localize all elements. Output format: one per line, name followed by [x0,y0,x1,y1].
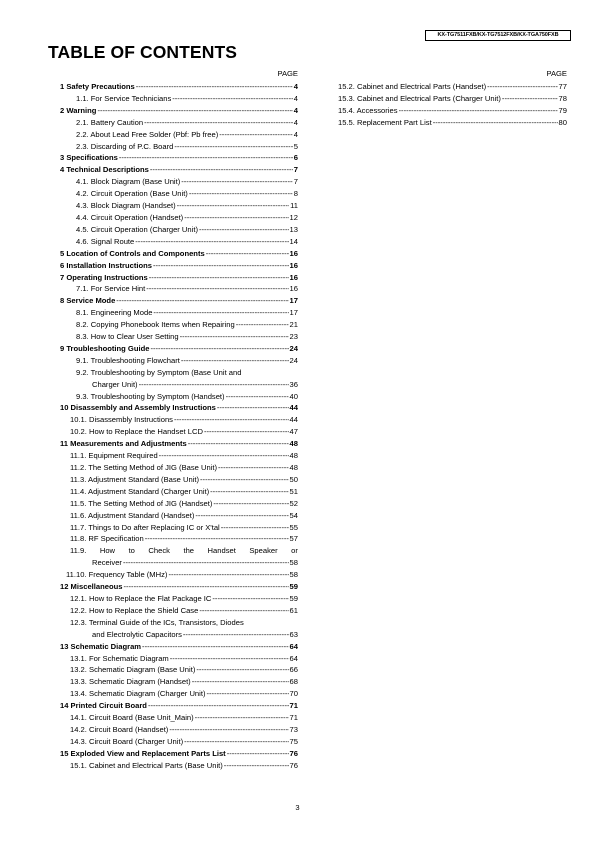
toc-entry-page: 70 [289,689,298,699]
toc-entry[interactable] [54,462,298,474]
toc-entry-page: 24 [289,343,298,353]
toc-entry-page: 57 [289,534,298,544]
toc-entry-title: 13.1. For Schematic Diagram [70,653,169,663]
toc-entry-title: 11.5. The Setting Method of JIG (Handset) [70,498,213,508]
toc-entry[interactable] [54,450,298,462]
toc-entry-word: the [183,546,195,556]
toc-entry-page: 51 [289,486,298,496]
toc-leader-dots [399,105,558,117]
toc-entry[interactable] [54,141,298,153]
toc-leader-dots [433,117,558,129]
page-number: 3 [295,803,300,812]
toc-entry[interactable] [54,283,298,295]
toc-entry[interactable] [54,569,298,581]
toc-entry-page: 16 [289,272,298,282]
toc-entry-title: 11.3. Adjustment Standard (Base Unit) [70,474,200,484]
toc-entry-page: 7 [293,177,298,187]
toc-entry-title: 4.1. Block Diagram (Base Unit) [76,177,181,187]
toc-entry-page: 23 [289,332,298,342]
toc-entry-title: 4 Technical Descriptions [60,165,149,175]
toc-entry-title: 14.3. Circuit Board (Charger Unit) [70,736,184,746]
toc-entry-title: 9 Troubleshooting Guide [60,343,150,353]
toc-entry-title: 8.3. How to Clear User Setting [76,332,179,342]
toc-section-entry[interactable] [54,164,298,176]
toc-entry-page: 52 [289,498,298,508]
toc-entry[interactable] [54,605,298,617]
toc-entry-page: 68 [289,677,298,687]
toc-entry-page: 8 [293,189,298,199]
toc-entry-title: 7.1. For Service Hint [76,284,146,294]
toc-entry[interactable] [54,736,298,748]
toc-leader-dots [213,498,288,510]
toc-entry-title: 2.3. Discarding of P.C. Board [76,141,174,151]
toc-leader-dots [181,176,293,188]
toc-leader-dots [136,81,293,93]
toc-leader-dots [168,569,288,581]
toc-entry[interactable] [54,319,298,331]
toc-entry-title: 4.2. Circuit Operation (Base Unit) [76,189,188,199]
toc-entry-title: 4.5. Circuit Operation (Charger Unit) [76,224,198,234]
toc-entry-title: and Electrolytic Capacitors [92,629,182,639]
toc-entry-word: Handset [207,546,236,556]
toc-entry-title: 11.4. Adjustment Standard (Charger Unit) [70,486,210,496]
toc-leader-dots [153,260,289,272]
toc-entry-title: 15.2. Cabinet and Electrical Parts (Handset) [338,82,487,91]
toc-entry-title: 11.7. Things to Do after Replacing IC or X'tal [70,522,220,532]
toc-leader-dots [199,605,288,617]
toc-leader-dots [142,641,289,653]
toc-entry[interactable] [334,81,567,93]
toc-section-entry[interactable] [54,343,298,355]
toc-leader-dots [123,581,288,593]
toc-entry-title: 12.1. How to Replace the Flat Package IC [70,593,212,603]
toc-entry[interactable] [54,391,298,403]
toc-leader-dots [224,760,289,772]
toc-entry-page: 16 [289,260,298,270]
toc-right-column [334,68,567,129]
toc-entry-page: 71 [289,701,298,711]
toc-entry-page: 77 [558,82,567,91]
toc-entry-title: 3 Specifications [60,153,118,163]
toc-entry-page: 7 [293,165,298,175]
toc-entry-page: 47 [289,427,298,437]
toc-entry[interactable] [54,593,298,605]
toc-leader-dots [172,93,293,105]
toc-entry-title: 2.2. About Lead Free Solder (Pbf: Pb free) [76,129,219,139]
toc-leader-dots [206,248,289,260]
toc-entry-title: 13.2. Schematic Diagram (Base Unit) [70,665,196,675]
toc-leader-dots [221,522,289,534]
toc-entry-title: 1.1. For Service Technicians [76,93,172,103]
toc-leader-dots [150,164,293,176]
toc-entry-title: 9.2. Troubleshooting by Symptom (Base Unit and [76,367,242,377]
toc-entry-title: 2.1. Battery Caution [76,117,144,127]
toc-entry-page: 4 [293,105,298,115]
toc-entry-title: 11.10. Frequency Table (MHz) [66,570,168,580]
toc-leader-dots [210,486,288,498]
toc-entry[interactable] [54,760,298,772]
toc-entry-page: 44 [289,415,298,425]
toc-entry-page: 4 [293,117,298,127]
toc-entry-page: 75 [289,736,298,746]
toc-entry[interactable] [54,212,298,224]
toc-leader-dots [145,533,289,545]
toc-entry[interactable] [54,426,298,438]
toc-entry-page: 66 [289,665,298,675]
toc-leader-dots [188,438,289,450]
toc-entry-page: 55 [289,522,298,532]
toc-leader-dots [153,307,288,319]
toc-entry-page: 4 [293,129,298,139]
toc-section-entry[interactable] [54,700,298,712]
page-title: TABLE OF CONTENTS [48,42,238,62]
toc-entry-title: Charger Unit) [92,379,138,389]
toc-leader-dots [123,557,289,569]
toc-entry-title: 1 Safety Precautions [60,82,135,91]
toc-leader-dots [195,712,289,724]
toc-leader-dots [135,236,288,248]
toc-entry[interactable] [54,236,298,248]
toc-entry-page: 76 [289,760,298,770]
toc-entry-title: 14.2. Circuit Board (Handset) [70,724,169,734]
toc-entry-word: or [291,546,298,556]
toc-entry[interactable] [54,307,298,319]
toc-entry-page: 5 [293,141,298,151]
toc-entry-page: 40 [289,391,298,401]
toc-leader-dots [116,295,288,307]
toc-leader-dots [177,200,290,212]
toc-entry-title: 11.6. Adjustment Standard (Handset) [70,510,195,520]
toc-leader-dots [169,724,288,736]
toc-leader-dots [150,343,288,355]
toc-entry-title: 8.2. Copying Phonebook Items when Repairing [76,320,235,330]
toc-entry-title: 15.3. Cabinet and Electrical Parts (Charger Unit) [338,93,501,103]
toc-leader-dots [204,426,289,438]
toc-entry-page: 58 [289,570,298,580]
toc-entry-page: 44 [289,403,298,413]
toc-entry[interactable] [54,200,298,212]
toc-entry-title: 4.4. Circuit Operation (Handset) [76,212,184,222]
toc-entry-page: 61 [289,605,298,615]
toc-entry-page: 58 [289,558,298,568]
toc-entry-title: 11 Measurements and Adjustments [60,439,187,449]
toc-entry-title: 9.3. Troubleshooting by Symptom (Handset) [76,391,225,401]
toc-entry[interactable] [54,688,298,700]
toc-leader-dots [192,676,289,688]
toc-entry-page: 13 [289,224,298,234]
toc-entry-title: 13 Schematic Diagram [60,641,142,651]
toc-leader-dots [148,700,289,712]
toc-entry[interactable] [334,93,567,105]
page-column-header: PAGE [277,69,298,78]
toc-entry-page: 64 [289,641,298,651]
toc-entry-title: 15 Exploded View and Replacement Parts List [60,748,226,758]
toc-entry-title: Receiver [92,558,122,568]
toc-section-entry[interactable] [54,641,298,653]
toc-entry[interactable] [54,176,298,188]
toc-entry-page: 54 [289,510,298,520]
toc-entry-page: 6 [293,153,298,163]
toc-entry-title: 15.4. Accessories [338,105,398,115]
toc-leader-dots [196,664,288,676]
toc-section-entry[interactable] [54,402,298,414]
toc-leader-dots [206,688,288,700]
toc-entry-page: 48 [289,439,298,449]
toc-entry[interactable] [54,93,298,105]
toc-entry-title: 14 Printed Circuit Board [60,701,147,711]
toc-entry-title: 9.1. Troubleshooting Flowchart [76,355,180,365]
toc-entry-word: to [128,546,135,556]
toc-entry-page: 71 [289,713,298,723]
toc-leader-dots [219,129,293,141]
toc-section-entry[interactable] [54,272,298,284]
toc-entry-page: 59 [289,593,298,603]
toc-entry-page: 17 [289,308,298,318]
toc-entry[interactable] [54,617,298,629]
toc-entry-page: 59 [289,582,298,592]
toc-leader-dots [487,81,557,93]
toc-entry-page: 24 [289,355,298,365]
toc-entry-title: 8 Service Mode [60,296,116,306]
toc-entry[interactable] [54,664,298,676]
toc-entry[interactable] [54,355,298,367]
toc-leader-dots [217,402,289,414]
toc-leader-dots [502,93,558,105]
toc-entry-page: 17 [289,296,298,306]
toc-section-entry[interactable] [54,581,298,593]
toc-entry-title: 10.1. Disassembly Instructions [70,415,173,425]
toc-entry-page: 14 [289,236,298,246]
toc-entry[interactable] [54,712,298,724]
toc-entry-page: 64 [289,653,298,663]
toc-entry[interactable] [334,105,567,117]
toc-leader-dots [170,653,289,665]
toc-leader-dots [212,593,288,605]
toc-leader-dots [189,188,293,200]
toc-leader-dots [226,391,289,403]
toc-leader-dots [139,379,289,391]
toc-entry[interactable] [54,224,298,236]
toc-entry-word: Check [148,546,170,556]
toc-section-entry[interactable] [54,748,298,760]
toc-section-entry[interactable] [54,152,298,164]
toc-entry-title: 11.1. Equipment Required [70,451,158,461]
toc-entry-continuation[interactable] [54,379,298,391]
toc-entry-page: 50 [289,474,298,484]
toc-leader-dots [146,283,288,295]
toc-entry-page: 4 [293,82,298,91]
toc-entry-title: 7 Operating Instructions [60,272,148,282]
toc-leader-dots [183,629,289,641]
toc-entry-title: 15.5. Replacement Part List [338,117,432,127]
toc-section-entry[interactable] [54,260,298,272]
toc-leader-dots [119,152,293,164]
toc-entry-title: 4.6. Signal Route [76,236,135,246]
toc-leader-dots [174,141,292,153]
toc-leader-dots [218,462,289,474]
toc-entry-page: 16 [289,248,298,258]
toc-entry[interactable] [54,522,298,534]
toc-leader-dots [195,510,288,522]
toc-entry-title: 13.4. Schematic Diagram (Charger Unit) [70,689,206,699]
toc-entry[interactable] [54,533,298,545]
toc-entry-title: 4.3. Block Diagram (Handset) [76,201,176,211]
toc-leader-dots [199,224,289,236]
toc-section-entry[interactable] [54,248,298,260]
toc-entry-title: 6 Installation Instructions [60,260,152,270]
toc-entry[interactable] [54,129,298,141]
toc-entry-word: Speaker [249,546,278,556]
toc-entry-title: 15.1. Cabinet and Electrical Parts (Base Unit) [70,760,223,770]
toc-entry-continuation[interactable] [54,557,298,569]
toc-entry[interactable] [54,331,298,343]
toc-leader-dots [174,414,289,426]
toc-entry-title: 8.1. Engineering Mode [76,308,153,318]
toc-section-entry[interactable] [54,295,298,307]
toc-entry-page: 78 [558,93,567,103]
toc-section-entry[interactable] [54,438,298,450]
toc-entry-page: 63 [289,629,298,639]
toc-entry-title: 2 Warning [60,105,97,115]
toc-leader-dots [97,105,292,117]
toc-entry[interactable] [54,188,298,200]
toc-leader-dots [180,331,289,343]
toc-entry-page: 73 [289,724,298,734]
toc-entry-title: 10 Disassembly and Assembly Instructions [60,403,216,413]
toc-entry-continuation[interactable] [54,629,298,641]
toc-entry[interactable] [334,117,567,129]
toc-entry-title: 12.2. How to Replace the Shield Case [70,605,199,615]
toc-entry-page: 48 [289,451,298,461]
toc-leader-dots [149,272,289,284]
toc-leader-dots [184,736,288,748]
toc-entry-page: 21 [289,320,298,330]
toc-section-entry[interactable] [54,105,298,117]
toc-entry[interactable] [54,117,298,129]
toc-leader-dots [184,212,288,224]
toc-leader-dots [181,355,289,367]
model-number-box: KX-TG7511FXB/KX-TG7512FXB/KX-TGA750FXB [425,30,571,41]
toc-entry-title: 5 Location of Controls and Components [60,248,205,258]
toc-entry-page: 4 [293,93,298,103]
toc-entry[interactable] [54,486,298,498]
toc-entry[interactable] [54,653,298,665]
toc-left-column [54,68,298,772]
toc-entry[interactable] [54,414,298,426]
toc-entry-word: 11.9. [70,546,87,556]
toc-entry[interactable] [54,510,298,522]
toc-entry[interactable] [54,498,298,510]
toc-entry[interactable] [54,545,298,557]
toc-entry[interactable] [54,676,298,688]
toc-leader-dots [144,117,293,129]
page-column-header: PAGE [546,69,567,78]
toc-entry-page: 48 [289,463,298,472]
toc-entry-title: 12 Miscellaneous [60,582,123,592]
toc-entry-page: 79 [558,105,567,115]
toc-entry-title: 13.3. Schematic Diagram (Handset) [70,677,191,687]
toc-entry-title: 14.1. Circuit Board (Base Unit_Main) [70,713,194,723]
toc-entry-word: How [99,546,116,556]
toc-entry-title: 10.2. How to Replace the Handset LCD [70,427,203,437]
toc-entry-title: 11.8. RF Specification [70,534,144,544]
toc-section-entry[interactable] [54,81,298,93]
toc-entry[interactable] [54,367,298,379]
toc-leader-dots [200,474,289,486]
toc-entry-title: 12.3. Terminal Guide of the ICs, Transistors, Diodes [70,617,244,627]
toc-entry-page: 16 [289,284,298,294]
toc-entry-page: 12 [289,212,298,222]
toc-entry[interactable] [54,474,298,486]
toc-entry-page: 76 [289,748,298,758]
toc-leader-dots [159,450,289,462]
toc-entry-page: 11 [290,201,298,211]
toc-entry-title: 11.2. The Setting Method of JIG (Base Unit) [70,463,218,472]
toc-entry-page: 36 [289,379,298,389]
toc-entry[interactable] [54,724,298,736]
toc-leader-dots [227,748,289,760]
toc-leader-dots [236,319,289,331]
toc-entry-page: 80 [558,117,567,127]
